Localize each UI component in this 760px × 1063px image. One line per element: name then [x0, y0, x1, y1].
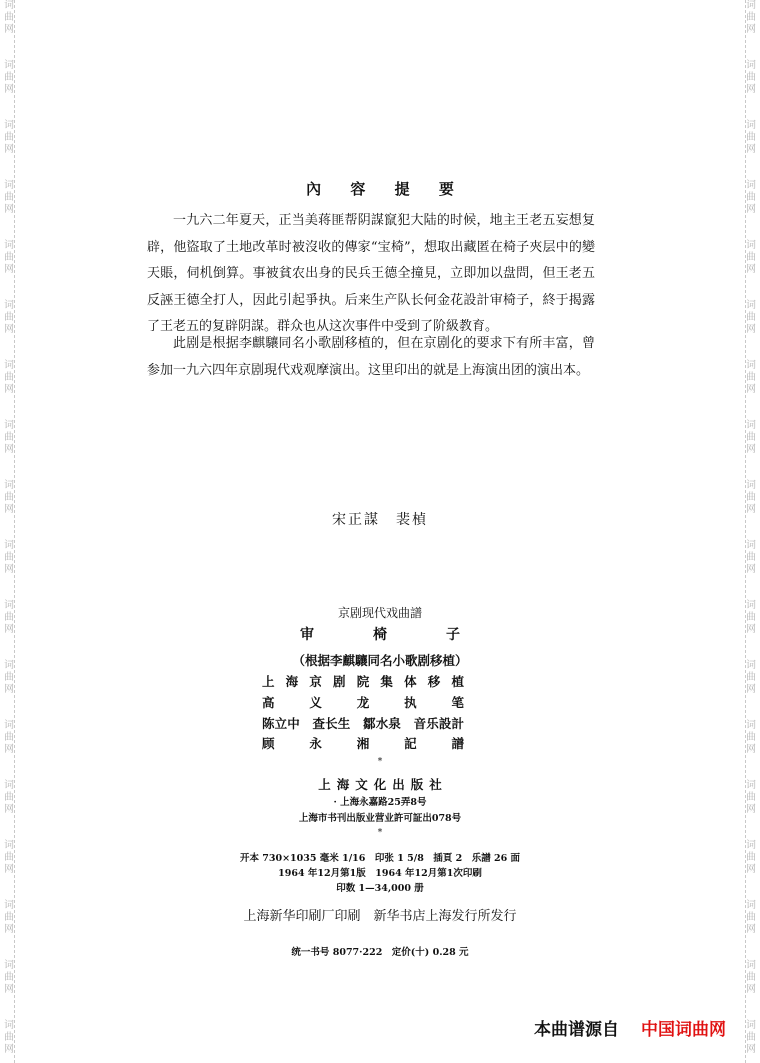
- watermark-mark: 词曲网: [4, 600, 14, 635]
- watermark-mark: 词曲网: [746, 240, 756, 275]
- book-title-text: 审椅子: [300, 627, 460, 643]
- watermark-mark: 词曲网: [746, 120, 756, 155]
- watermark-mark: 词曲网: [4, 360, 14, 395]
- publishing-license: 上海市书刊出版业营业許可証出078号: [298, 813, 462, 824]
- credit-line-notation: 顾永湘記譜: [262, 736, 464, 751]
- watermark-mark: 词曲网: [746, 600, 756, 635]
- watermark-mark: 词曲网: [4, 60, 14, 95]
- adaptation-note: （根据李麒驤同名小歌剧移植）: [292, 653, 468, 668]
- watermark-mark: 词曲网: [746, 420, 756, 455]
- watermark-mark: 词曲网: [746, 360, 756, 395]
- watermark-mark: 词曲网: [4, 720, 14, 755]
- publisher-name: 上海文化出版社: [318, 777, 448, 792]
- credit-line-music-design: 陈立中 查长生 鄒水泉 音乐設計: [262, 716, 464, 731]
- watermark-mark: 词曲网: [4, 0, 14, 35]
- credit-line-writer: 高义龙执笔: [262, 695, 464, 710]
- watermark-mark: 词曲网: [746, 900, 756, 935]
- watermark-mark: 词曲网: [4, 300, 14, 335]
- watermark-mark: 词曲网: [4, 960, 14, 995]
- format-specs: 开本 730×1035 毫米 1/16 印张 1 5/8 插頁 2 乐譜 26 面: [239, 853, 521, 864]
- watermark-mark: 词曲网: [4, 840, 14, 875]
- watermark-mark: 词曲网: [4, 180, 14, 215]
- publisher-address: · 上海永嘉路25弄8号: [333, 797, 427, 808]
- synopsis-paragraph-2: 此剧是根据李麒驤同名小歌剧移植的，但在京剧化的要求下有所丰富，曾参加一九六四年京剧現代戏观摩演出。这里印出的就是上海演出团的演出本。: [147, 336, 595, 378]
- watermark-mark: 词曲网: [746, 300, 756, 335]
- edition-info: 1964 年12月第1版 1964 年12月第1次印刷: [278, 868, 482, 879]
- watermark-mark: 词曲网: [4, 900, 14, 935]
- watermark-mark: 词曲网: [746, 180, 756, 215]
- watermark-mark: 词曲网: [746, 660, 756, 695]
- credit-line-adaptation: 上海京剧院集体移植: [262, 674, 464, 689]
- book-title: [0, 624, 760, 644]
- source-label: 本曲谱源自: [534, 1020, 619, 1040]
- cover-designer-credit: 宋正謀 裴楨: [332, 512, 428, 528]
- watermark-mark: 词曲网: [4, 240, 14, 275]
- watermark-mark: 词曲网: [746, 60, 756, 95]
- separator-star: *: [377, 757, 383, 767]
- watermark-mark: 词曲网: [746, 480, 756, 515]
- watermark-mark: 词曲网: [746, 780, 756, 815]
- site-name-link[interactable]: 中国词曲网: [641, 1020, 726, 1040]
- watermark-mark: 词曲网: [4, 1020, 14, 1055]
- watermark-mark: 词曲网: [4, 660, 14, 695]
- watermark-mark: 词曲网: [4, 780, 14, 815]
- watermark-mark: 词曲网: [4, 420, 14, 455]
- series-title: 京剧现代戏曲譜: [337, 606, 422, 620]
- synopsis-heading: 內 容 提 要: [306, 180, 466, 198]
- watermark-mark: 词曲网: [746, 720, 756, 755]
- printer-distributor: 上海新华印刷厂印刷 新华书店上海发行所发行: [243, 909, 517, 924]
- source-footer: [534, 1015, 726, 1040]
- watermark-mark: 词曲网: [746, 1020, 756, 1055]
- book-number-price: 统一书号 8077·222 定价(十) 0.28 元: [291, 947, 469, 958]
- print-run: 印数 1—34,000 册: [336, 883, 424, 894]
- separator-star: *: [377, 828, 383, 838]
- watermark-mark: 词曲网: [746, 960, 756, 995]
- watermark-mark: 词曲网: [746, 840, 756, 875]
- watermark-mark: 词曲网: [4, 480, 14, 515]
- watermark-mark: 词曲网: [746, 540, 756, 575]
- watermark-mark: 词曲网: [746, 0, 756, 35]
- watermark-mark: 词曲网: [4, 540, 14, 575]
- synopsis-paragraph-1: 一九六二年夏天，正当美蒋匪帮阴謀竄犯大陆的时候，地主王老五妄想复辟，他盜取了土地改革时被沒收的傳家“宝椅”，想取出藏匿在椅子夾层中的變天賬，伺机倒算。事被貧农出身的民兵王德全撞見，立即加以盘問，但王老五反誣王德全打人，因此引起爭执。后来生产队长何金花設計审椅子，終于揭露了王老五的复辟阴謀。群众也从这次事件中受到了阶級教育。: [147, 213, 595, 334]
- watermark-mark: 词曲网: [4, 120, 14, 155]
